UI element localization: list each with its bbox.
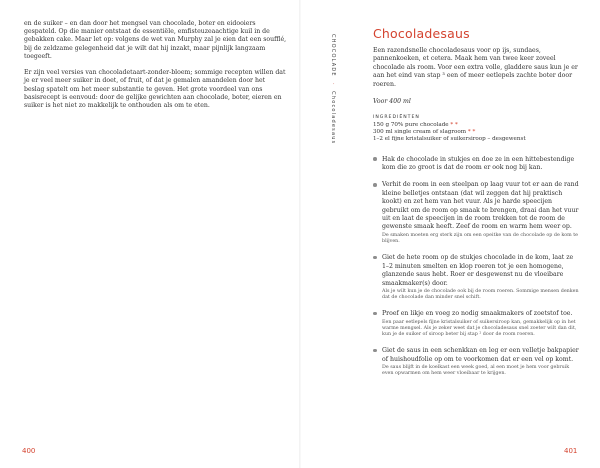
- ingredient-item: [373, 122, 580, 129]
- left-body-text: [24, 20, 287, 118]
- method-step: [373, 156, 580, 173]
- page-number-left: 400: [22, 447, 36, 455]
- method-step: [373, 347, 580, 377]
- left-paragraph: Er zijn veel versies van chocoladetaart-zonder-bloem; sommige recepten willen dat je er veel meer suiker in doet, of fruit, of dat je gemalen amandelen door het beslag spatelt om het meer substantie te geven. Het grote voordeel van ons basisrecept is eenvoud: door de gelijke gewichten aan chocolade, boter, eieren en suiker is het niet zo makkelijk te onthouden als om te eten.: [24, 69, 286, 110]
- step-text: Hak de chocolade in stukjes en doe ze in een hittebestendige kom die zo groot is dat de room er ook nog bij kan.: [382, 155, 575, 172]
- step-note: De smaken moeten erg sterk zijn om een opeitke van de chocolade op de kom te blijven.: [382, 232, 578, 245]
- bullet-icon: [373, 312, 377, 316]
- step-text: Proef en likje en voeg zo nodig smaakmakers of zoetstof toe.: [382, 310, 573, 318]
- step-text: Giet de hete room op de stukjes chocolade in de kom, laat ze 1–2 minuten smelten en klop roeren tot je een homogene, glanzende saus hebt. Roer er desgewenst nu de vloeibare smaakmaker(s) door.: [382, 254, 574, 287]
- ingredient-text: 150 g 70% pure chocolade: [373, 122, 449, 129]
- recipe-title: Chocoladesaus: [373, 26, 470, 41]
- running-head: [330, 34, 336, 144]
- right-page: [300, 0, 600, 468]
- ingredient-text: 1–2 el fijne kristalsuiker of suikersiroop – desgewenst: [373, 136, 526, 143]
- bullet-icon: [373, 256, 377, 260]
- method-step: [373, 254, 580, 301]
- ingredients-heading: INGREDIËNTEN: [373, 115, 420, 121]
- bullet-icon: [373, 349, 377, 353]
- running-head-section: CHOCOLADE: [330, 34, 336, 77]
- method-step: [373, 181, 580, 245]
- ingredients-list: [373, 122, 580, 144]
- step-text: Giet de saus in een schenkkan en leg er een velletje bakpapier of huishoudfolie op om te voorkomen dat er een vel op komt.: [382, 347, 579, 363]
- page-number-right: 401: [564, 447, 578, 455]
- running-head-subtitle: Chocoladesaus: [330, 91, 336, 145]
- ingredient-note-mark: * *: [466, 129, 476, 136]
- recipe-intro: Een razendsnelle chocoladesaus voor op ijs, sundaes, pannenkoeken, et cetera. Maak hem van twee keer zoveel chocolade als room. Voor een extra volle, gladdere saus kun je er aan het eind van stap ³ een of meer eetlepels zachte boter door roeren.: [373, 47, 578, 88]
- bullet-icon: [373, 157, 377, 161]
- ingredient-text: 300 ml single cream of slagroom: [373, 129, 467, 136]
- running-head-separator: ·: [330, 82, 336, 86]
- step-text: Verhit de room in een steelpan op laag vuur tot er aan de rand kleine belletjes ontstaan (dat wil zeggen dat hij praktisch kookt) en zet hem van het vuur. Als je harde speecijen gebruikt om de room op smaak te brengen, draai dan het vuur uit en laat de speecijen in de room trekken tot de room de gewenste smaak heeft. Zeef de room en warm hem weer op.: [382, 181, 579, 231]
- step-note: De saus blijft in de koelkast een week goed, al een moet je hem voor gebruik even opwarmen om hem weer vloeibaar te krijgen.: [382, 365, 570, 377]
- ingredient-item: [373, 129, 580, 136]
- method-step: [373, 310, 580, 338]
- recipe: [373, 26, 580, 387]
- method-steps: [373, 156, 580, 378]
- ingredient-note-mark: * *: [448, 122, 458, 129]
- left-paragraph: en de suiker – en dan door het mengsel van chocolade, boter en eidooiers gespateld. Op die manier ontstaat de essentiële, emfisteuzeaachtige kuil in de gebakken cake. Maar let op: volgens de wet van Murphy zal je eien dat een soufflé, bij de zeldzame gelegenheid dat je wilt dat hij inzakt, maar pijnlijk langzaam toegeeft.: [24, 20, 287, 60]
- step-note: Als je wilt kun je de chocolade ook bij de room roeren. Sommige mensen denken dat de chocolade dan minder snel schift.: [382, 288, 579, 301]
- ingredient-item: [373, 136, 580, 143]
- bullet-icon: [373, 183, 377, 187]
- recipe-yield: Voor 400 ml: [373, 98, 411, 106]
- step-note: Een paar eetlepels fijne kristalsuiker of suikersiroop kan, gemakkelijk op in het warme mengsel. Als je zeker weet dat je chocoladesaus snel zoeter wilt dan dit, kun je de suiker of siroop beter bij stap ² door de room roeren.: [382, 319, 577, 338]
